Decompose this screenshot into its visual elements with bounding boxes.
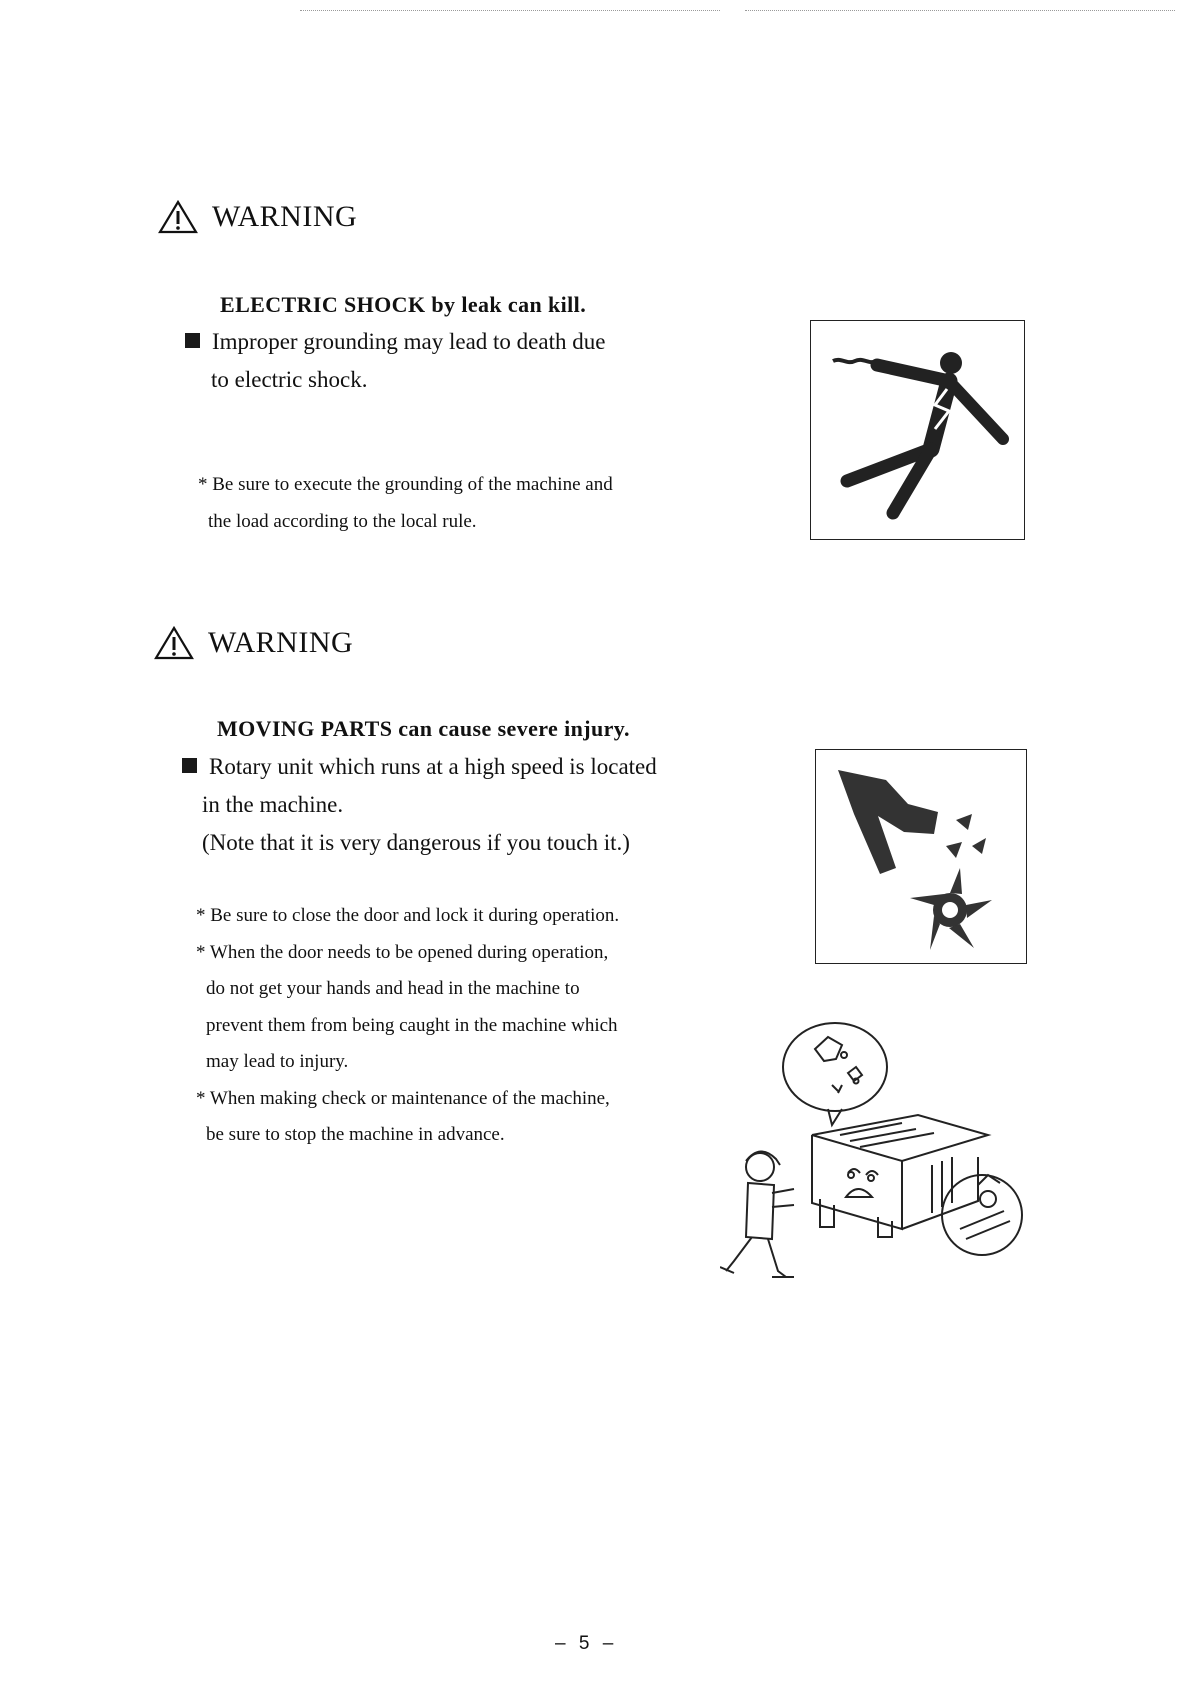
warning-triangle-icon <box>158 200 198 234</box>
moving-parts-symbol-icon <box>816 750 1026 963</box>
note-line: be sure to stop the machine in advance. <box>206 1124 505 1145</box>
note-line: prevent them from being caught in the machine which <box>206 1014 618 1036</box>
warning-triangle-icon <box>154 626 194 660</box>
description-line: Improper grounding may lead to death due <box>212 329 606 354</box>
warning-title: WARNING <box>208 626 354 659</box>
note-line: may lead to injury. <box>206 1051 349 1072</box>
hazard-headline: ELECTRIC SHOCK by leak can kill. <box>220 292 587 317</box>
square-bullet-icon <box>185 333 200 348</box>
electric-shock-symbol-icon <box>811 321 1024 539</box>
note-line: * When the door needs to be opened during operation, <box>196 941 609 963</box>
description-line: in the machine. <box>202 792 344 817</box>
description-line: Rotary unit which runs at a high speed is located <box>209 754 657 779</box>
warning-heading-1 <box>158 200 357 234</box>
safety-note <box>196 898 619 935</box>
note-line: do not get your hands and head in the machine to <box>206 978 580 999</box>
description-line: to electric shock. <box>211 367 368 392</box>
warning-heading-2 <box>154 626 353 660</box>
worker-machine-illustration <box>720 1015 1030 1280</box>
safety-notes <box>196 898 619 1154</box>
note-line: * When making check or maintenance of the machine, <box>196 1087 610 1109</box>
scan-dotted-line <box>300 10 720 11</box>
electric-shock-symbol-box <box>810 320 1025 540</box>
hazard-headline: MOVING PARTS can cause severe injury. <box>217 716 630 741</box>
safety-note <box>196 1081 619 1154</box>
scan-dotted-line <box>745 10 1175 11</box>
worker-machine-illustration-icon <box>720 1015 1030 1280</box>
safety-note <box>196 935 619 1081</box>
note-line: * Be sure to close the door and lock it during operation. <box>196 905 620 926</box>
warning-title: WARNING <box>212 200 358 233</box>
safety-note <box>198 467 613 540</box>
moving-parts-symbol-box <box>815 749 1027 964</box>
description-line: (Note that it is very dangerous if you touch it.) <box>202 830 630 855</box>
page-number: – 5 – <box>555 1633 618 1654</box>
hazard-description <box>185 323 605 399</box>
note-line: the load according to the local rule. <box>208 510 477 532</box>
hazard-description <box>182 748 657 862</box>
square-bullet-icon <box>182 758 197 773</box>
note-line: * Be sure to execute the grounding of the machine and <box>198 474 613 495</box>
